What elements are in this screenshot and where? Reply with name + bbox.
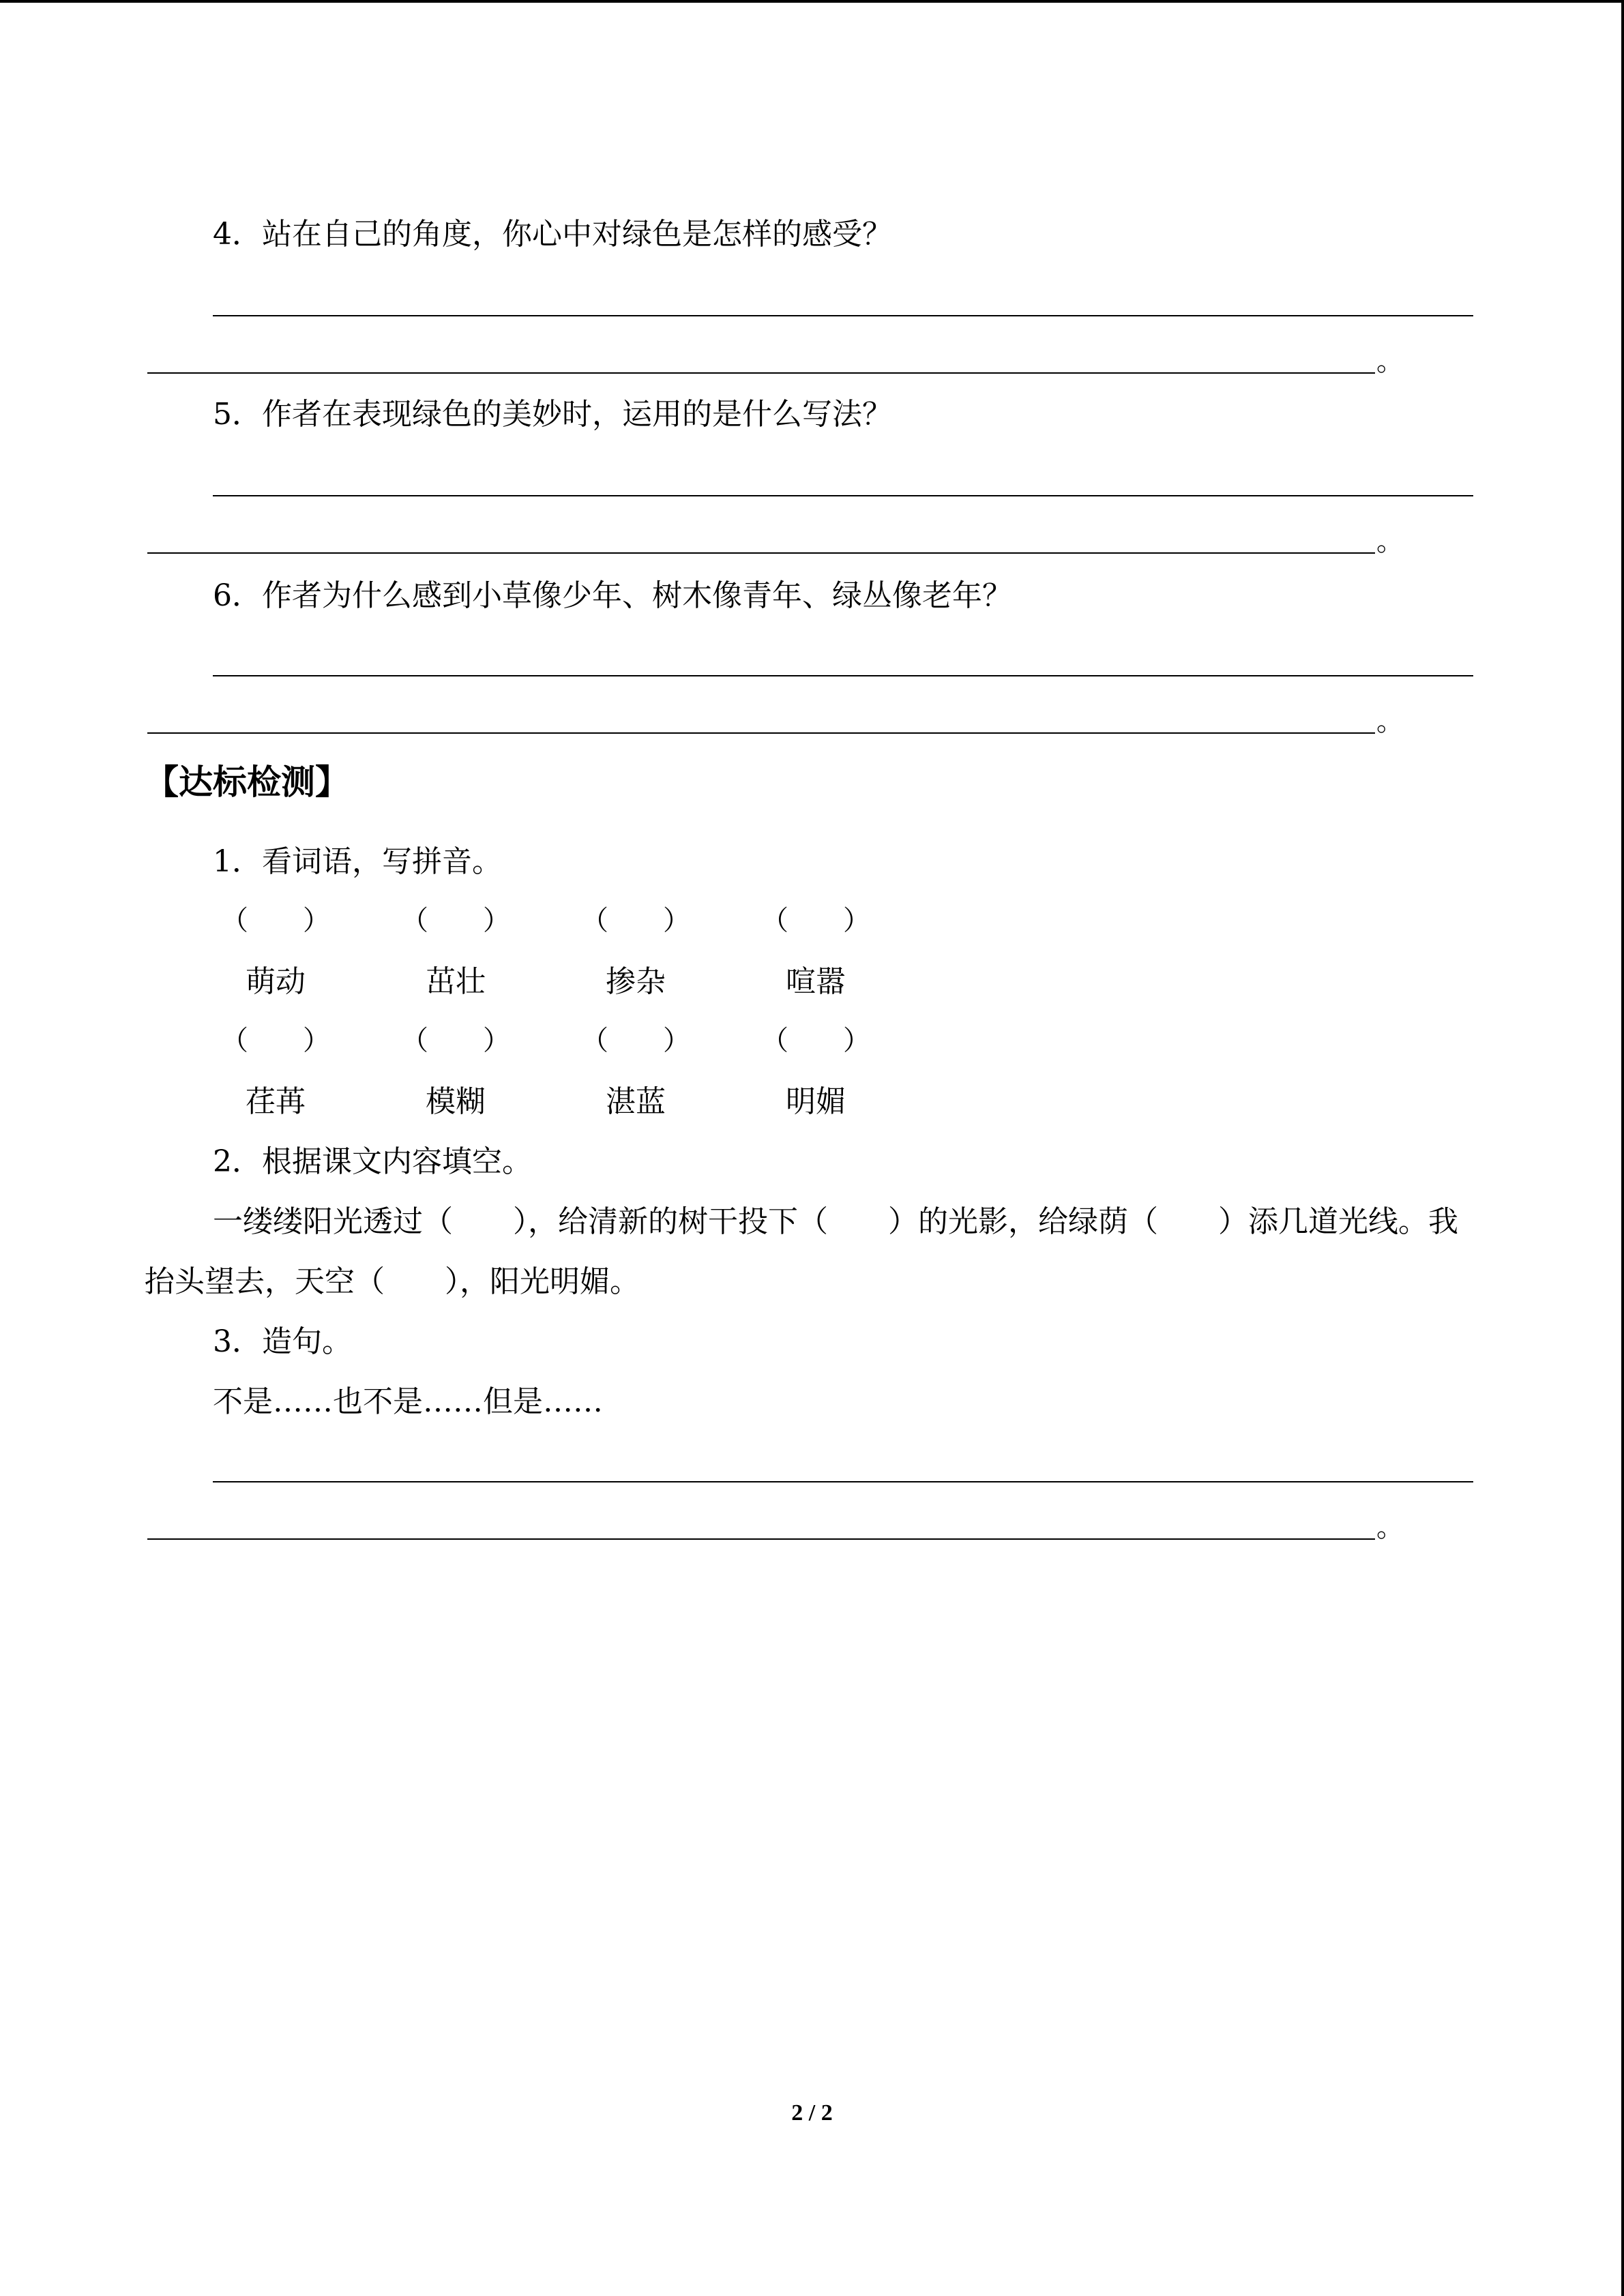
page-number: 2 / 2 (791, 2100, 833, 2126)
pinyin-blank[interactable]: （ ） (401, 1025, 510, 1056)
right-border (1621, 0, 1624, 2296)
task-3-prompt: 3．造句。 (213, 1324, 352, 1359)
answer-end-mark: 。 (1376, 526, 1404, 557)
pinyin-blank[interactable]: （ ） (761, 905, 870, 936)
fill-in-paragraph: 一缕缕阳光透过（ ），给清新的树干投下（ ）的光影，给绿荫（ ）添几道光线。我抬头望去，天空（ ），阳光明媚。 (145, 1204, 1458, 1299)
pinyin-blank[interactable]: （ ） (221, 905, 330, 936)
vocab-word: 湛蓝 (606, 1084, 666, 1119)
top-border (0, 0, 1624, 3)
answer-line[interactable] (147, 552, 1375, 554)
answer-line[interactable] (213, 315, 1473, 316)
answer-line[interactable] (147, 1538, 1375, 1540)
task-2-prompt: 2．根据课文内容填空。 (213, 1144, 532, 1179)
answer-line[interactable] (147, 372, 1375, 374)
pinyin-blank[interactable]: （ ） (401, 905, 510, 936)
vocab-word: 掺杂 (606, 964, 666, 999)
answer-end-mark: 。 (1376, 706, 1404, 737)
answer-line[interactable] (147, 732, 1375, 734)
pinyin-blank[interactable]: （ ） (581, 1025, 690, 1056)
answer-line[interactable] (213, 495, 1473, 496)
vocab-word: 喧嚣 (786, 964, 846, 999)
pinyin-blank[interactable]: （ ） (581, 905, 690, 936)
pinyin-blank[interactable]: （ ） (221, 1025, 330, 1056)
vocab-word: 荏苒 (246, 1084, 306, 1119)
sentence-pattern: 不是……也不是……但是…… (213, 1384, 603, 1419)
vocab-word: 茁壮 (426, 964, 486, 999)
vocab-word: 萌动 (246, 964, 306, 999)
answer-line[interactable] (213, 675, 1473, 676)
section-title: 【达标检测】 (145, 762, 349, 802)
question-5: 5．作者在表现绿色的美妙时，运用的是什么写法？ (213, 397, 892, 432)
task-1-prompt: 1．看词语，写拼音。 (213, 844, 502, 879)
question-4: 4．站在自己的角度，你心中对绿色是怎样的感受？ (213, 217, 892, 252)
vocab-word: 明媚 (786, 1084, 846, 1119)
vocab-word: 模糊 (426, 1084, 486, 1119)
answer-end-mark: 。 (1376, 346, 1404, 377)
pinyin-blank[interactable]: （ ） (761, 1025, 870, 1056)
answer-end-mark: 。 (1376, 1512, 1404, 1543)
answer-line[interactable] (213, 1481, 1473, 1482)
question-6: 6．作者为什么感到小草像少年、树木像青年、绿丛像老年？ (213, 578, 1012, 613)
